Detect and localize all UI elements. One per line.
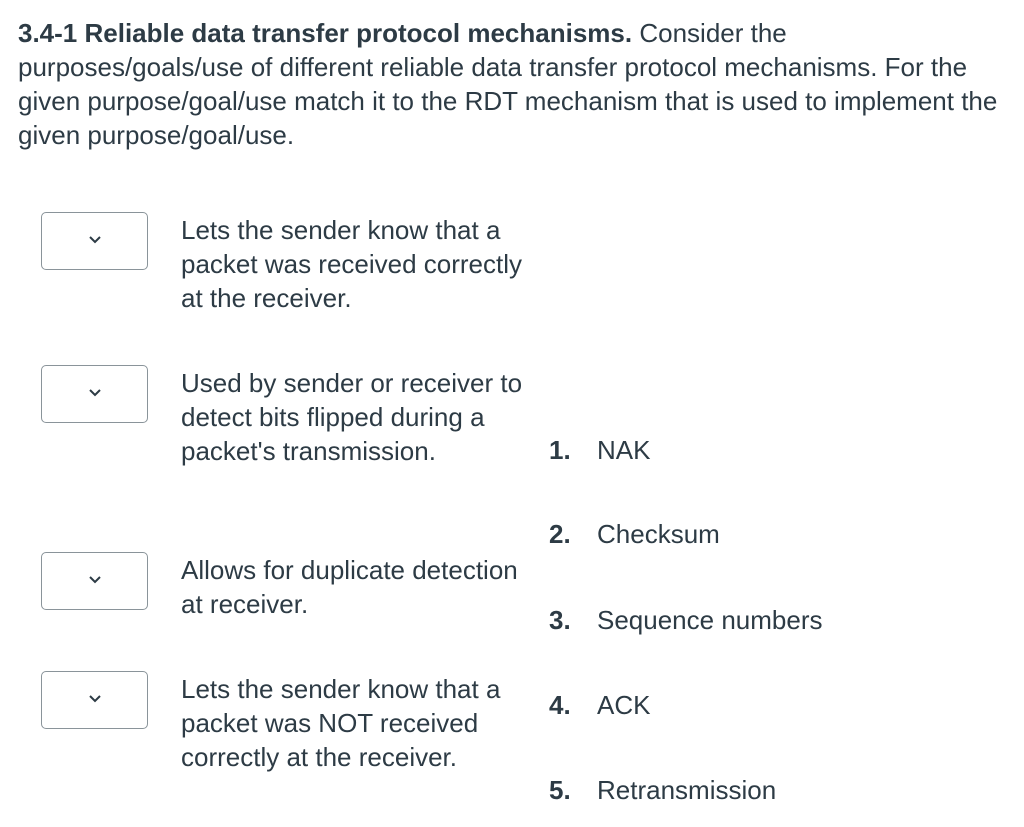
answer-number: 2. — [549, 519, 571, 549]
match-prompt-4: Lets the sender know that a packet was NOT received correctly at the receiver. — [181, 674, 501, 772]
match-prompt-3: Allows for duplicate detection at receiver. — [181, 555, 518, 619]
answer-label: Checksum — [597, 519, 720, 549]
match-prompt-2: Used by sender or receiver to detect bits flipped during a packet's transmission. — [181, 368, 523, 466]
answer-option-5 — [549, 773, 776, 807]
answer-option-1 — [549, 433, 650, 467]
match-prompt-1: Lets the sender know that a packet was received correctly at the receiver. — [181, 215, 523, 313]
question-title: 3.4-1 Reliable data transfer protocol mechanisms. — [18, 18, 633, 48]
question-body: Consider the purposes/goals/use of different reliable data transfer protocol mechanisms. For the given purpose/goal/use match it to the RDT mechanism that is used to implement the given purpose/goal/use. — [18, 18, 998, 150]
answer-option-4 — [549, 688, 650, 722]
answer-number: 1. — [549, 435, 571, 465]
answer-label: Sequence numbers — [597, 605, 823, 635]
match-select-4[interactable] — [41, 671, 148, 729]
answer-label: Retransmission — [597, 775, 777, 805]
answer-label: ACK — [597, 690, 651, 720]
answer-option-2 — [549, 517, 720, 551]
question-text — [18, 16, 1013, 152]
answer-number: 5. — [549, 775, 571, 805]
match-select-2[interactable] — [41, 365, 148, 423]
match-select-3[interactable] — [41, 552, 148, 610]
answer-number: 3. — [549, 605, 571, 635]
match-select-1[interactable] — [41, 212, 148, 270]
answer-number: 4. — [549, 690, 571, 720]
answer-option-3 — [549, 603, 822, 637]
answer-label: NAK — [597, 435, 651, 465]
